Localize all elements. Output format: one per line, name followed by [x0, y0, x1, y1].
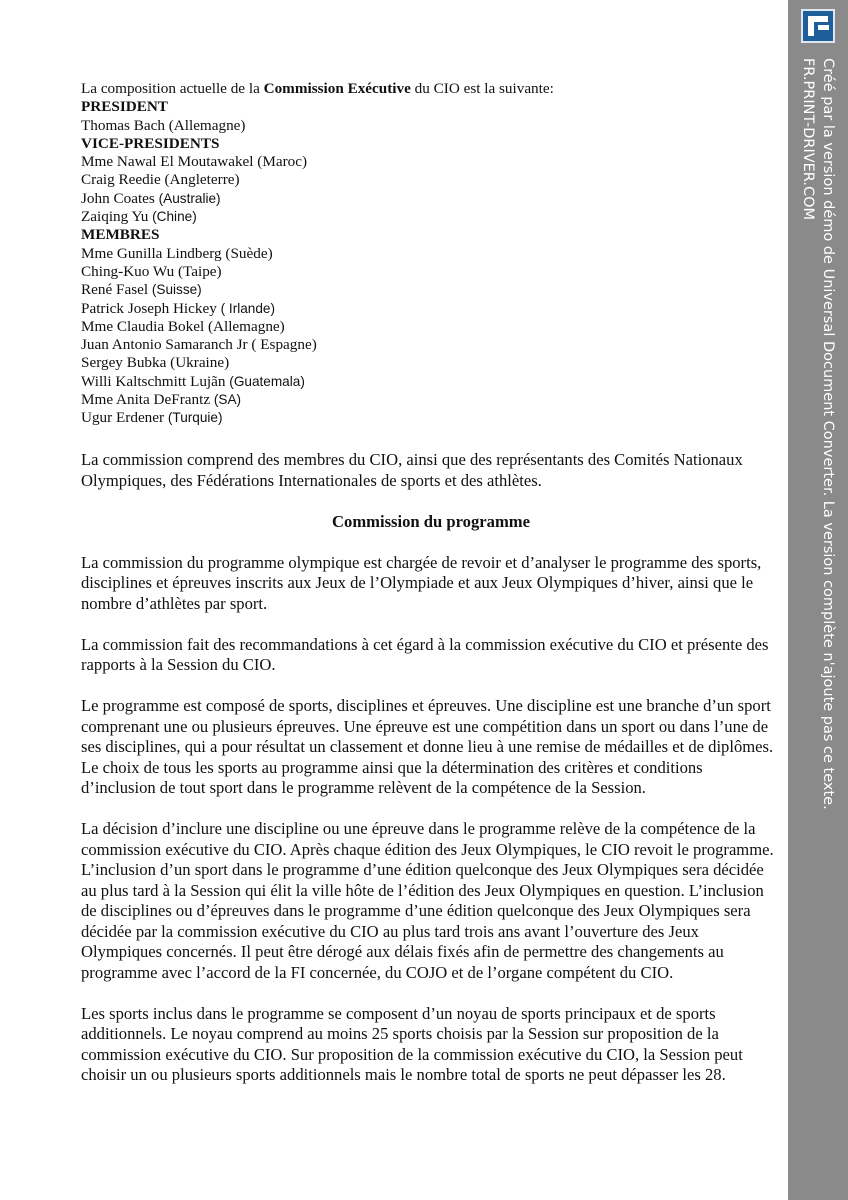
- member-line: John Coates (Australie): [81, 189, 221, 207]
- vice-presidents-list: [81, 153, 771, 226]
- member-line: Zaiqing Yu (Chine): [81, 208, 197, 226]
- udc-logo-icon: [801, 9, 835, 43]
- member-line: Mme Claudia Bokel (Allemagne): [81, 317, 285, 335]
- paragraph: La commission comprend des membres du CIO, ainsi que des représentants des Comités Nationaux Olympiques, des Fédérations Internationales de sports et des athlètes.: [81, 450, 743, 490]
- paragraph: La commission fait des recommandations à cet égard à la commission exécutive du CIO et présente des rapports à la Session du CIO.: [81, 634, 769, 674]
- paragraph: La décision d’inclure une discipline ou une épreuve dans le programme relève de la compétence de la commission exécutive du CIO. Après chaque édition des Jeux Olympiques, le CIO revoit le programme. L’inclusion d’un sport dans le programme d’une édition quelconque des Jeux Olympiques sera décidée au plus tard à la Session qui élit la ville hôte de l’édition des Jeux Olympiques en question. L’inclusion de disciplines ou d’épreuves dans le programme d’une édition quelconque des Jeux Olympiques sera décidée par la commission exécutive du CIO au plus tard trois ans avant l’ouverture des Jeux Olympiques concernés. Il peut être dérogé aux délais fixés afin de permettre des changements au programme avec l’accord de la FI concernée, du COJO et de l’organe compétent du CIO.: [81, 819, 774, 982]
- member-line: Thomas Bach (Allemagne): [81, 116, 246, 134]
- paragraph: Les sports inclus dans le programme se composent d’un noyau de sports principaux et de sports additionnels. Le noyau comprend au moins 25 sports choisis par la Session sur proposition de la commission exécutive du CIO. Sur proposition de la commission exécutive du CIO, la Session peut choisir un ou plusieurs sports additionnels mais le nombre total de sports ne peut dépasser les 28.: [81, 1003, 743, 1084]
- intro-bold: Commission Exécutive: [263, 80, 411, 97]
- watermark-url-text: FR.PRINT-DRIVER.COM: [800, 58, 816, 221]
- member-line: Ching-Kuo Wu (Taipe): [81, 262, 222, 280]
- section-title: Commission du programme: [332, 511, 530, 531]
- president-heading: PRESIDENT: [81, 98, 168, 116]
- member-line: Patrick Joseph Hickey ( Irlande): [81, 299, 276, 317]
- member-line: Mme Anita DeFrantz (SA): [81, 391, 242, 409]
- paragraph: Le programme est composé de sports, disciplines et épreuves. Une discipline est une branche d’un sport comprenant une ou plusieurs épreuves. Une épreuve est une compétition dans un sport ou dans l’une de ses disciplines, qui a pour résultat un classement et donne lieu à une remise de médailles et de diplômes. Le choix de tous les sports au programme ainsi que la détermination des critères et conditions d’inclusion de tout sport dans le programme relèvent de la compétence de la Session.: [81, 696, 774, 797]
- member-line: Sergey Bubka (Ukraine): [81, 354, 230, 372]
- member-line: Juan Antonio Samaranch Jr ( Espagne): [81, 336, 317, 354]
- document-body: [81, 450, 781, 1106]
- watermark-sidebar: [788, 0, 848, 1200]
- member-line: Ugur Erdener (Turquie): [81, 409, 223, 427]
- watermark-demo-text: Créé par la version démo de Universal Document Converter. La version complète n'ajoute pas ce texte.: [820, 58, 836, 810]
- president-list: [81, 117, 771, 135]
- executive-board-list: [81, 80, 771, 428]
- member-line: Mme Gunilla Lindberg (Suède): [81, 244, 273, 262]
- paragraph: La commission du programme olympique est chargée de revoir et d’analyser le programme des sports, disciplines et épreuves inscrits aux Jeux de l’Olympiade et aux Jeux Olympiques d’hiver, ainsi que le nombre d’athlètes par sport.: [81, 552, 762, 613]
- member-line: Willi Kaltschmitt Lujãn (Guatemala): [81, 372, 305, 390]
- intro-line: La composition actuelle de la Commission Exécutive du CIO est la suivante:: [81, 80, 554, 97]
- member-line: Craig Reedie (Angleterre): [81, 171, 240, 189]
- vice-presidents-heading: VICE-PRESIDENTS: [81, 134, 220, 152]
- member-line: René Fasel (Suisse): [81, 281, 202, 299]
- membres-list: [81, 245, 771, 428]
- member-line: Mme Nawal El Moutawakel (Maroc): [81, 153, 308, 171]
- membres-heading: MEMBRES: [81, 226, 160, 244]
